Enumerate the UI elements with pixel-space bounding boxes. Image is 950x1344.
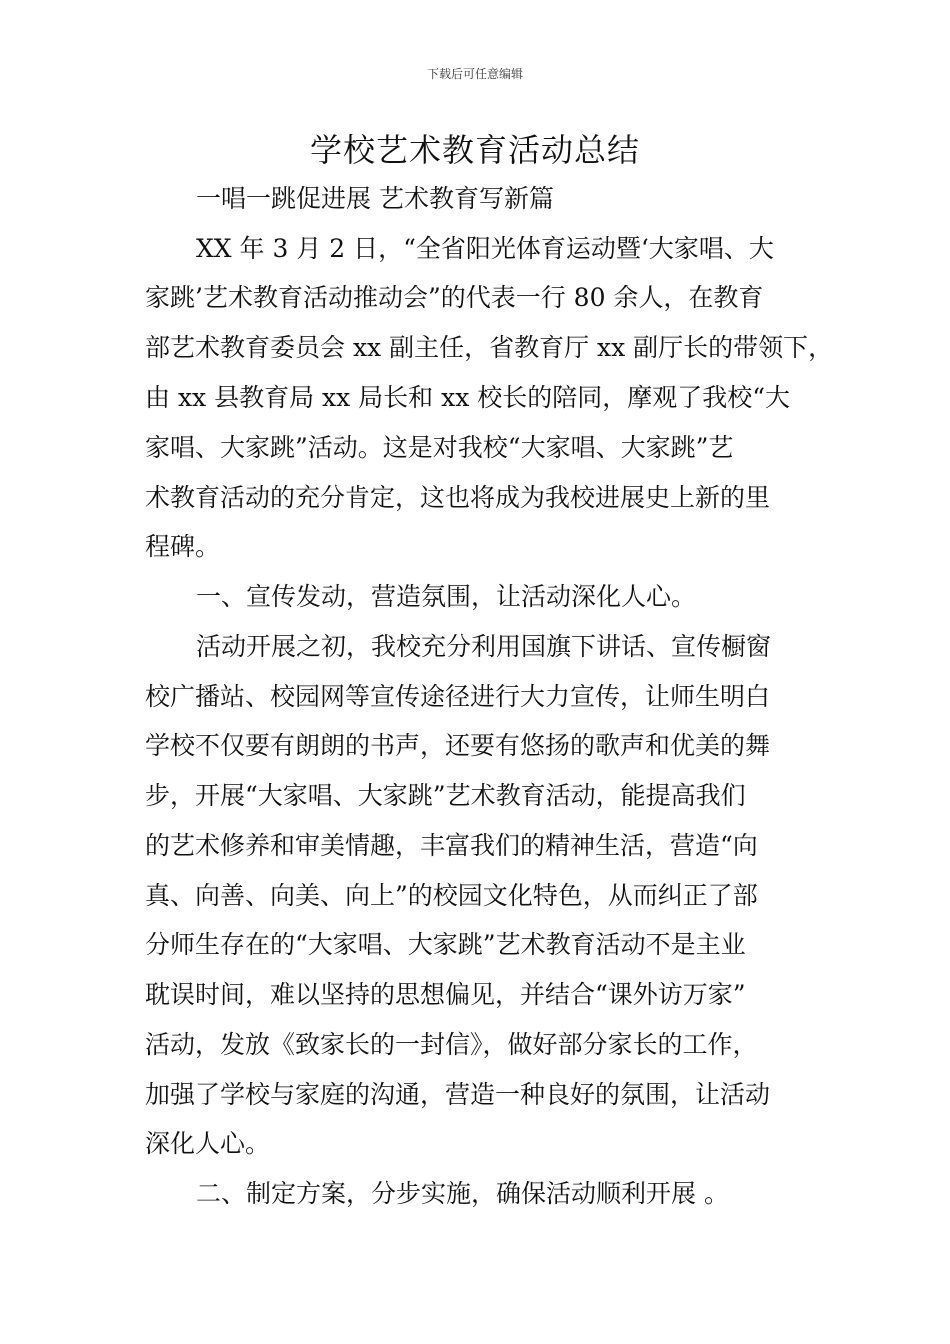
subtitle: 一唱一跳促进展 艺术教育写新篇 — [196, 184, 554, 213]
paragraph-line: 活动开展之初，我校充分利用国旗下讲话、宣传橱窗 — [196, 632, 772, 661]
paragraph-line: 活动，发放《致家长的一封信》，做好部分家长的工作， — [145, 1030, 758, 1059]
paragraph-line: 术教育活动的充分肯定，这也将成为我校进展史上新的里 — [145, 483, 771, 512]
paragraph-line: 部艺术教育委员会 xx 副主任，省教育厅 xx 副厅长的带领下， — [145, 333, 834, 362]
paragraph-line: 家跳’艺术教育活动推动会”的代表一行 80 余人，在教育 — [145, 283, 764, 312]
paragraph-line: 深化人心。 — [145, 1129, 271, 1158]
paragraph-line: 的艺术修养和审美情趣，丰富我们的精神生活，营造“向 — [145, 831, 758, 860]
page-header: 下载后可任意编辑 — [426, 67, 523, 81]
section-heading-2: 二、制定方案，分步实施，确保活动顺利开展 。 — [196, 1179, 729, 1208]
section-heading-1: 一、宣传发动，营造氛围，让活动深化人心。 — [196, 582, 697, 611]
paragraph-line: 步，开展“大家唱、大家跳”艺术教育活动，能提高我们 — [145, 781, 746, 810]
paragraph-line: 学校不仅要有朗朗的书声，还要有悠扬的歌声和优美的舞 — [145, 731, 771, 760]
paragraph-line: XX 年 3 月 2 日，“全省阳光体育运动暨‘大家唱、大 — [196, 234, 774, 263]
paragraph-line: 程碑。 — [145, 532, 221, 561]
paragraph-line: 真、向善、向美、向上”的校园文化特色，从而纠正了部 — [145, 881, 758, 910]
paragraph-line: 家唱、大家跳”活动。这是对我校“大家唱、大家跳”艺 — [145, 433, 734, 462]
paragraph-line: 由 xx 县教育局 xx 局长和 xx 校长的陪同，摩观了我校“大 — [145, 383, 791, 412]
document-title: 学校艺术教育活动总结 — [309, 131, 640, 169]
paragraph-line: 校广播站、校园网等宣传途径进行大力宣传，让师生明白 — [145, 682, 771, 711]
paragraph-line: 分师生存在的“大家唱、大家跳”艺术教育活动不是主业 — [145, 930, 746, 959]
paragraph-line: 加强了学校与家庭的沟通，营造一种良好的氛围，让活动 — [145, 1080, 771, 1109]
paragraph-line: 耽误时间，难以坚持的思想偏见，并结合“课外访万家” — [145, 980, 746, 1009]
